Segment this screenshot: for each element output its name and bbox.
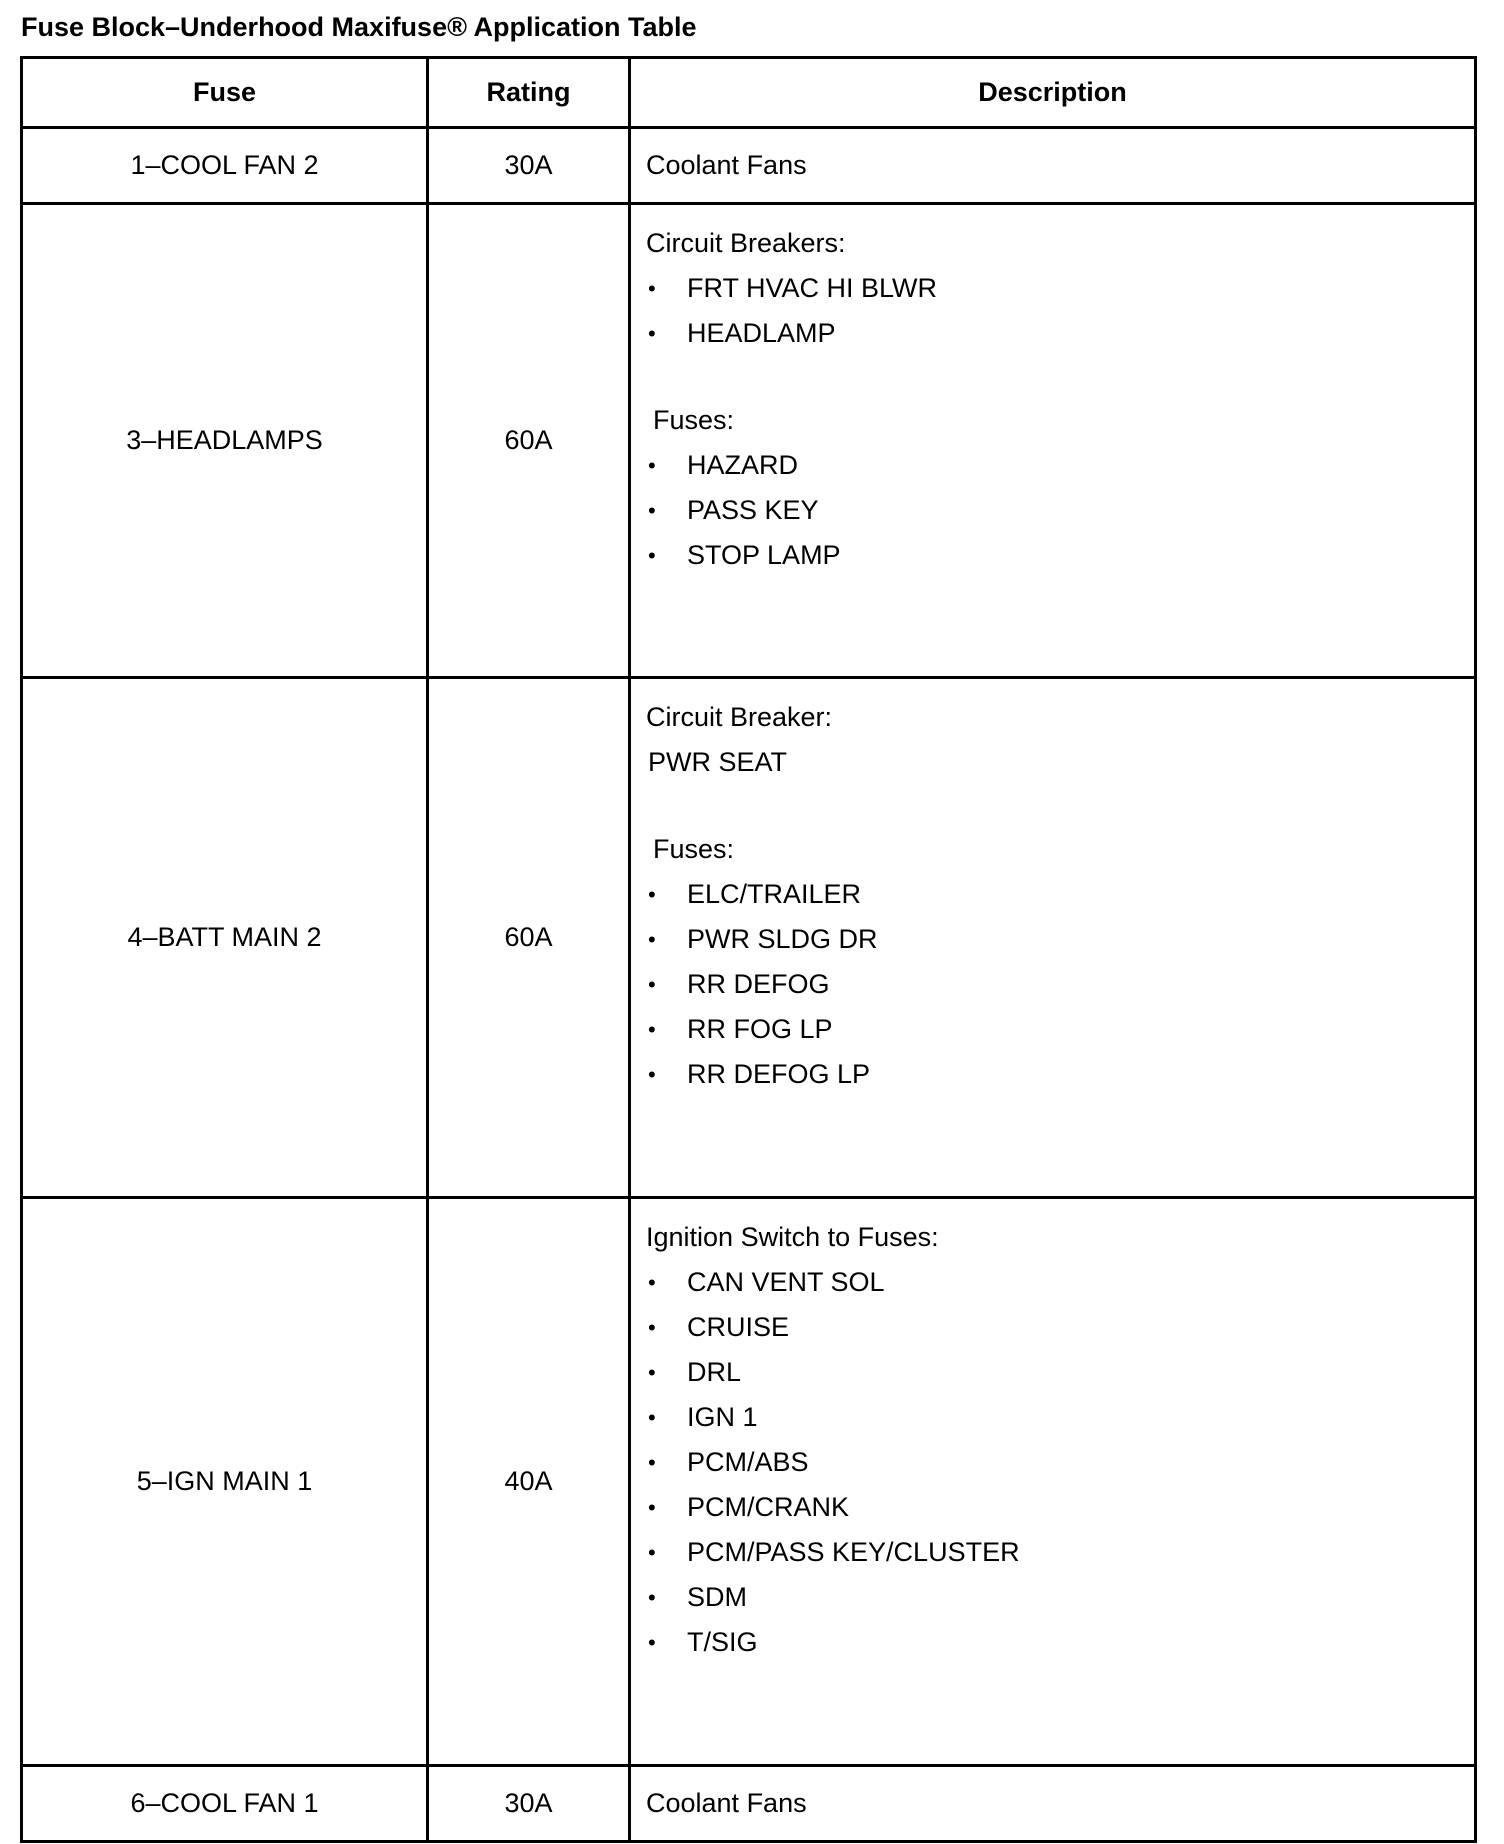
list-item: • DRL bbox=[646, 1350, 1474, 1395]
list-item: • CAN VENT SOL bbox=[646, 1260, 1474, 1305]
item-list bbox=[646, 266, 1474, 356]
fuse-cell: 6–COOL FAN 1 bbox=[22, 1766, 428, 1842]
list-item: • PASS KEY bbox=[646, 488, 1474, 533]
item-list bbox=[646, 443, 1474, 578]
list-item: • ELC/TRAILER bbox=[646, 872, 1474, 917]
list-item: • CRUISE bbox=[646, 1305, 1474, 1350]
column-header-rating: Rating bbox=[428, 58, 630, 128]
description-cell: Coolant Fans bbox=[630, 1766, 1476, 1842]
group-heading: Circuit Breaker: bbox=[646, 702, 833, 732]
table-row bbox=[22, 204, 1476, 678]
list-item: • SDM bbox=[646, 1575, 1474, 1620]
list-item: • HAZARD bbox=[646, 443, 1474, 488]
list-item: • PWR SLDG DR bbox=[646, 917, 1474, 962]
table-row bbox=[22, 128, 1476, 204]
rating-cell: 30A bbox=[428, 128, 630, 204]
rating-cell: 60A bbox=[428, 678, 630, 1198]
fuse-cell: 3–HEADLAMPS bbox=[22, 204, 428, 678]
list-item: • STOP LAMP bbox=[646, 533, 1474, 578]
column-header-description: Description bbox=[630, 58, 1476, 128]
plain-item: PWR SEAT bbox=[648, 747, 788, 777]
list-item: • HEADLAMP bbox=[646, 311, 1474, 356]
list-item: • RR DEFOG bbox=[646, 962, 1474, 1007]
list-item: • PCM/PASS KEY/CLUSTER bbox=[646, 1530, 1474, 1575]
list-item: • PCM/ABS bbox=[646, 1440, 1474, 1485]
description-cell bbox=[630, 204, 1476, 678]
table-row bbox=[22, 1198, 1476, 1766]
item-list bbox=[646, 1260, 1474, 1665]
list-item: • IGN 1 bbox=[646, 1395, 1474, 1440]
fuse-cell: 5–IGN MAIN 1 bbox=[22, 1198, 428, 1766]
table-row bbox=[22, 1766, 1476, 1842]
table-row bbox=[22, 678, 1476, 1198]
description-cell bbox=[630, 1198, 1476, 1766]
table-header-row bbox=[22, 58, 1476, 128]
fuse-application-table bbox=[20, 56, 1477, 1843]
group-heading: Circuit Breakers: bbox=[646, 228, 846, 258]
list-item: • PCM/CRANK bbox=[646, 1485, 1474, 1530]
description-cell bbox=[630, 678, 1476, 1198]
group-heading: Fuses: bbox=[653, 405, 735, 435]
description-cell: Coolant Fans bbox=[630, 128, 1476, 204]
rating-cell: 60A bbox=[428, 204, 630, 678]
list-item: • RR FOG LP bbox=[646, 1007, 1474, 1052]
table-title: Fuse Block–Underhood Maxifuse® Application Table bbox=[21, 12, 697, 42]
list-item: • RR DEFOG LP bbox=[646, 1052, 1474, 1097]
list-item: • T/SIG bbox=[646, 1620, 1474, 1665]
fuse-cell: 4–BATT MAIN 2 bbox=[22, 678, 428, 1198]
item-list bbox=[646, 872, 1474, 1097]
fuse-cell: 1–COOL FAN 2 bbox=[22, 128, 428, 204]
rating-cell: 40A bbox=[428, 1198, 630, 1766]
group-heading: Ignition Switch to Fuses: bbox=[646, 1222, 939, 1252]
list-item: • FRT HVAC HI BLWR bbox=[646, 266, 1474, 311]
group-heading: Fuses: bbox=[653, 834, 735, 864]
rating-cell: 30A bbox=[428, 1766, 630, 1842]
column-header-fuse: Fuse bbox=[22, 58, 428, 128]
